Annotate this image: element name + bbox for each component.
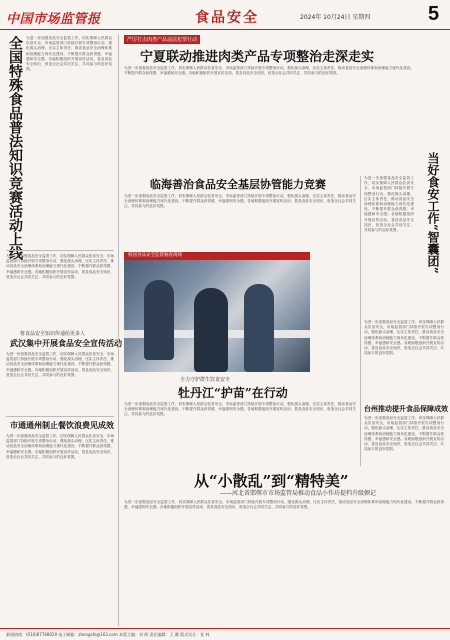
photo-caption: 校园食品安全监督抽查现场	[124, 252, 310, 260]
page-footer: 新闻热线：(010)67768020 电子邮箱：zhongshi@163.com 本版主编：刘 辉 责任编辑：王 璐 版式设计：张 林	[0, 628, 450, 640]
issue-date: 2024年 10月24日 星期四	[300, 14, 371, 21]
topic-banner: 严厉打击肉类产品违法犯罪行动	[124, 35, 200, 44]
divider	[6, 416, 114, 417]
article-body: 为进一步加强食品安全监管工作，切实保障人民群众饮食安全，市场监管部门持续开展专项整治行动，强化源头治理，压实主体责任，推动食品安全治理体系和治理能力现代化建设，不断提升群众获得感、幸福感和安全感。各地积极组织开展宣传活动，普及食品安全知识，营造全社会共同关注、共同参与的良好氛围。	[364, 176, 414, 233]
column-divider	[118, 34, 119, 626]
article-body: 为进一步加强食品安全监管工作，切实保障人民群众饮食安全，市场监管部门持续开展专项整治行动，强化源头治理，压实主体责任，推动食品安全治理体系和治理能力现代化建设，不断提升群众获得感、幸福感和安全感。各地积极组织开展宣传活动，普及食品安全知识，营造全社会共同关注、共同参与的良好氛围。	[6, 352, 114, 377]
photo-person	[144, 280, 174, 360]
third-headline: 牡丹江“护苗”在行动	[178, 386, 288, 400]
feature-headline: 从“小散乱”到“精特美”	[194, 472, 349, 490]
page-number: 5	[428, 3, 440, 25]
article-body: 为进一步加强食品安全监管工作，切实保障人民群众饮食安全，市场监管部门持续开展专项整治行动，强化源头治理，压实主体责任，推动食品安全治理体系和治理能力现代化建设，不断提升群众获得感、幸福感和安全感。各地积极组织开展宣传活动，普及食品安全知识，营造全社会共同关注、共同参与的良好氛围。	[124, 66, 414, 76]
left-column-title: 全国特殊食品普法知识竞赛活动上线	[7, 36, 23, 260]
photo-person	[244, 284, 274, 372]
article-body: 为进一步加强食品安全监管工作，切实保障人民群众饮食安全，市场监管部门持续开展专项整治行动，强化源头治理，压实主体责任，推动食品安全治理体系和治理能力现代化建设，不断提升群众获得感、幸福感和安全感。各地积极组织开展宣传活动，普及食品安全知识，营造全社会共同关注、共同参与的良好氛围。	[364, 416, 444, 452]
inspection-photo	[124, 260, 310, 372]
newspaper-brand: 中国市场监管报	[6, 12, 101, 27]
article-body: 为进一步加强食品安全监管工作，切实保障人民群众饮食安全，市场监管部门持续开展专项整治行动，强化源头治理，压实主体责任，推动食品安全治理体系和治理能力现代化建设，不断提升群众获得感、幸福感和安全感。各地积极组织开展宣传活动，普及食品安全知识，营造全社会共同关注、共同参与的良好氛围。	[124, 194, 356, 209]
story-headline: 市通通州制止餐饮浪费见成效	[10, 420, 114, 430]
article-body: 为进一步加强食品安全监管工作，切实保障人民群众饮食安全，市场监管部门持续开展专项整治行动，强化源头治理，压实主体责任，推动食品安全治理体系和治理能力现代化建设，不断提升群众获得感、幸福感和安全感。各地积极组织开展宣传活动，普及食品安全知识，营造全社会共同关注、共同参与的良好氛围。	[26, 36, 112, 72]
story-kicker: 全力守护群生饮食安全	[180, 377, 231, 383]
lead-headline: 宁夏联动推进肉类产品专项整治走深走实	[140, 50, 375, 65]
article-body: 为进一步加强食品安全监管工作，切实保障人民群众饮食安全，市场监管部门持续开展专项整治行动，强化源头治理，压实主体责任，推动食品安全治理体系和治理能力现代化建设，不断提升群众获得感、幸福感和安全感。各地积极组织开展宣传活动，普及食品安全知识，营造全社会共同关注、共同参与的良好氛围。	[6, 434, 114, 459]
story-headline: 武汉集中开展食品安全宣传活动	[10, 338, 122, 348]
story-kicker: 将食品安全知识传递给更多人	[20, 331, 86, 337]
section-title: 食品安全	[195, 10, 259, 26]
photo-person	[194, 288, 228, 372]
vertical-title: 当好食安工作“智囊团”	[426, 152, 440, 274]
second-headline: 临海善治食品安全基层协管能力竞赛	[150, 178, 326, 191]
article-body: 为进一步加强食品安全监管工作，切实保障人民群众饮食安全，市场监管部门持续开展专项整治行动，强化源头治理，压实主体责任，推动食品安全治理体系和治理能力现代化建设，不断提升群众获得感、幸福感和安全感。各地积极组织开展宣传活动，普及食品安全知识，营造全社会共同关注、共同参与的良好氛围。	[124, 500, 444, 510]
article-body: 为进一步加强食品安全监管工作，切实保障人民群众饮食安全，市场监管部门持续开展专项整治行动，强化源头治理，压实主体责任，推动食品安全治理体系和治理能力现代化建设，不断提升群众获得感、幸福感和安全感。各地积极组织开展宣传活动，普及食品安全知识，营造全社会共同关注、共同参与的良好氛围。	[6, 254, 114, 279]
column-divider	[360, 176, 361, 466]
masthead	[0, 0, 450, 30]
divider	[6, 250, 114, 251]
feature-subheadline: ——河北省邯郸市市场监管局推动食品小作坊提档升级侧记	[220, 490, 377, 497]
article-body: 为进一步加强食品安全监管工作，切实保障人民群众饮食安全，市场监管部门持续开展专项整治行动，强化源头治理，压实主体责任，推动食品安全治理体系和治理能力现代化建设，不断提升群众获得感、幸福感和安全感。各地积极组织开展宣传活动，普及食品安全知识，营造全社会共同关注、共同参与的良好氛围。	[364, 320, 444, 356]
article-body: 为进一步加强食品安全监管工作，切实保障人民群众饮食安全，市场监管部门持续开展专项整治行动，强化源头治理，压实主体责任，推动食品安全治理体系和治理能力现代化建设，不断提升群众获得感、幸福感和安全感。各地积极组织开展宣传活动，普及食品安全知识，营造全社会共同关注、共同参与的良好氛围。	[124, 402, 356, 417]
side-headline: 台州推动提升食品保障成效	[364, 404, 448, 413]
